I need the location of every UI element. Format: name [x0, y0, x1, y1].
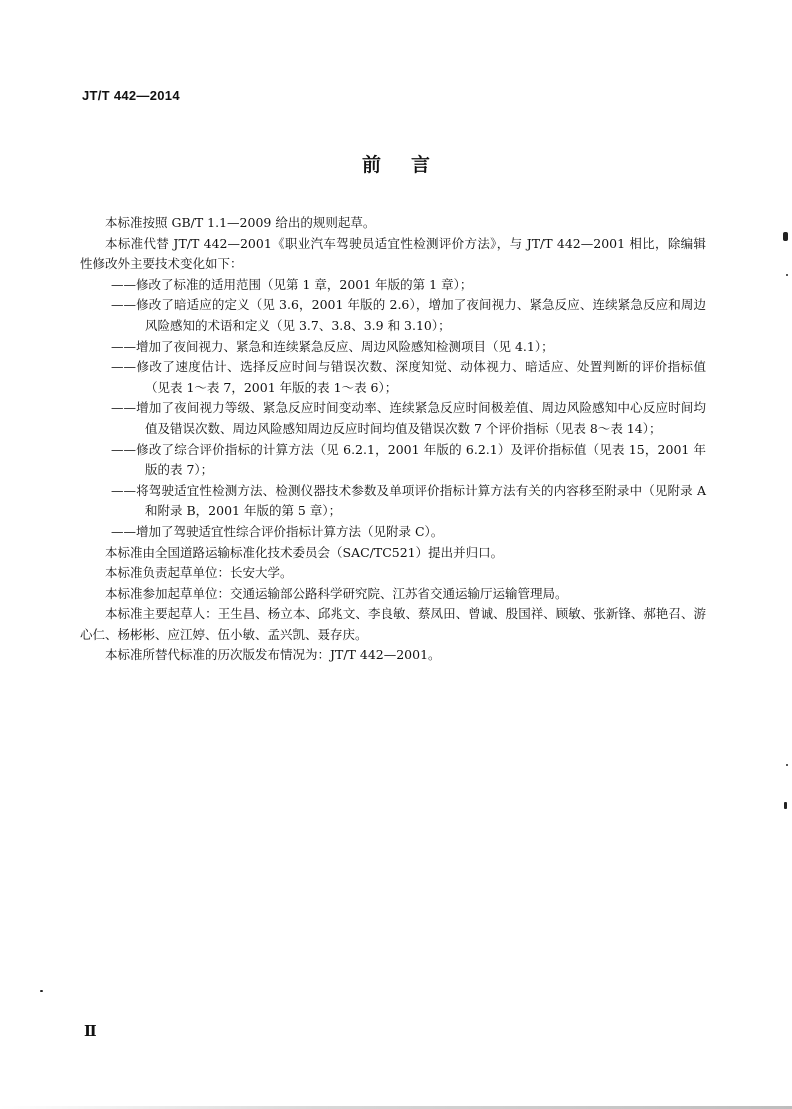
standard-code: JT/T 442—2014 — [82, 88, 180, 103]
change-item: ——修改了速度估计、选择反应时间与错误次数、深度知觉、动体视力、暗适应、处置判断的评价指标值（见表 1～表 7，2001 年版的表 1～表 6）； — [111, 359, 706, 395]
paragraph-history: 本标准所替代标准的历次版发布情况为：JT/T 442—2001。 — [105, 647, 441, 663]
paragraph-main-authors: 本标准主要起草人：王生昌、杨立本、邱兆文、李良敏、蔡凤田、曾诚、殷国祥、顾敏、张新锋、郝艳召、游心仁、杨彬彬、应江婷、伍小敏、孟兴凯、聂存庆。 — [80, 606, 706, 642]
paragraph-replacement: 本标准代替 JT/T 442—2001《职业汽车驾驶员适宜性检测评价方法》，与 JT/T 442—2001 相比，除编辑性修改外主要技术变化如下： — [80, 235, 706, 272]
paragraph-participating-drafters: 本标准参加起草单位：交通运输部公路科学研究院、江苏省交通运输厅运输管理局。 — [105, 585, 568, 601]
paragraph-drafting-rules: 本标准按照 GB/T 1.1—2009 给出的规则起草。 — [105, 215, 376, 230]
change-item: ——增加了夜间视力、紧急和连续紧急反应、周边风险感知检测项目（见 4.1）； — [111, 338, 554, 354]
paragraph-lead-drafter: 本标准负责起草单位：长安大学。 — [105, 565, 293, 581]
scan-speck — [786, 764, 788, 766]
scan-speck — [786, 274, 788, 276]
change-item: ——修改了综合评价指标的计算方法（见 6.2.1，2001 年版的 6.2.1）及评价指标值（见表 15，2001 年版的表 7）； — [111, 441, 706, 478]
change-item: ——增加了夜间视力等级、紧急反应时间变动率、连续紧急反应时间极差值、周边风险感知中心反应时间均值及错误次数、周边风险感知周边反应时间均值及错误次数 7 个评价指标（见表 8～表 14）； — [111, 400, 706, 436]
change-item: ——修改了标准的适用范围（见第 1 章，2001 年版的第 1 章）； — [111, 276, 473, 292]
scan-speck — [783, 232, 788, 241]
change-item: ——将驾驶适宜性检测方法、检测仪器技术参数及单项评价指标计算方法有关的内容移至附录中（见附录 A 和附录 B，2001 年版的第 5 章）； — [111, 482, 706, 519]
change-item: ——修改了暗适应的定义（见 3.6，2001 年版的 2.6），增加了夜间视力、紧急反应、连续紧急反应和周边风险感知的术语和定义（见 3.7、3.8、3.9 和 3.10）； — [111, 297, 706, 333]
scan-speck — [40, 990, 43, 992]
page-number: Ⅱ — [84, 1022, 97, 1040]
change-item: ——增加了驾驶适宜性综合评价指标计算方法（见附录 C）。 — [111, 523, 444, 539]
paragraph-proposer: 本标准由全国道路运输标准化技术委员会（SAC/TC521）提出并归口。 — [105, 544, 504, 560]
foreword-body — [80, 213, 706, 666]
scan-speck — [784, 802, 787, 809]
page-title: 前言 — [361, 154, 460, 176]
